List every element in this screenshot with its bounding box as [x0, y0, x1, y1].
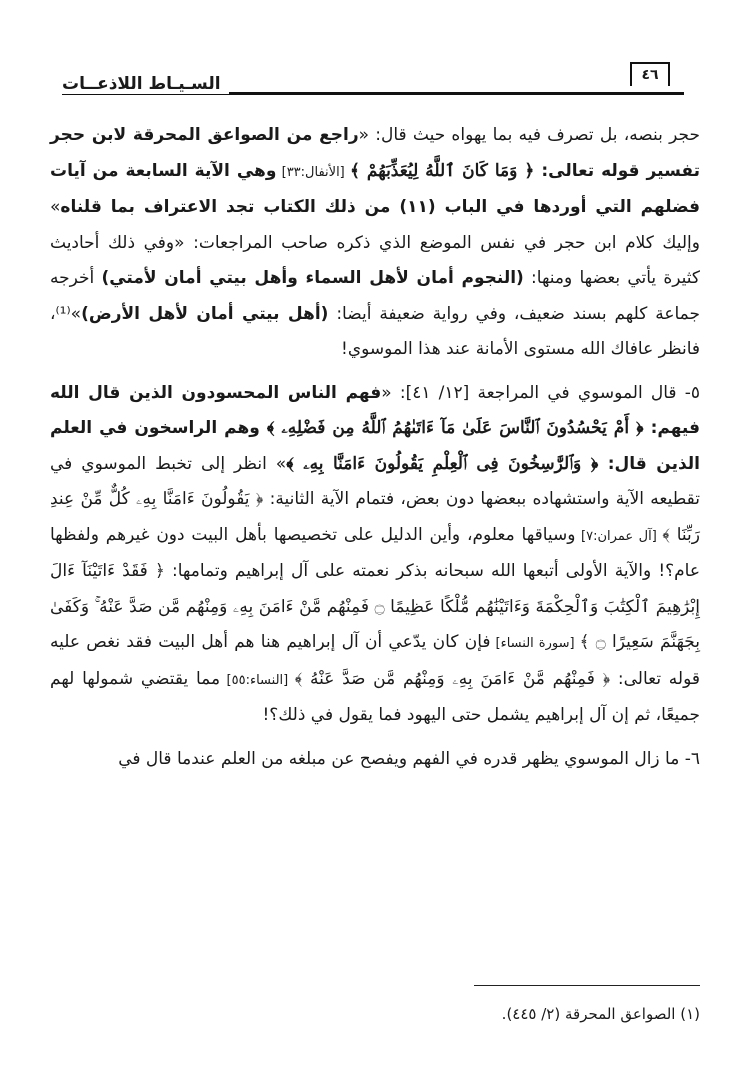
- paragraph-1: [50, 118, 700, 368]
- text-span: وهم الراسخون في العلم الذين قال:: [50, 418, 700, 474]
- quran-verse: ﴿ فَمِنْهُم مَّنْ ءَامَنَ بِهِۦ وَمِنْهُم مَّن صَدَّ عَنْهُ ﴾: [294, 668, 611, 689]
- verse-reference: [الأنفال:٣٣]: [276, 164, 350, 180]
- text-span: وهي الآية السابعة من آيات فضلهم التي أوردها في الباب (١١) من ذلك الكتاب تجد الاعتراف بما قلناه: [50, 160, 701, 217]
- quran-verse: ﴿ يَقُولُونَ ءَامَنَّا بِهِۦ كُلٌّ مِّنْ عِندِ رَبِّنَا ﴾: [50, 489, 700, 545]
- text-span: ٥- قال الموسوي في المراجعة [١٢/ ٤١]: «: [381, 382, 700, 403]
- quran-verse: ﴿ وَٱلرَّٰسِخُونَ فِى ٱلْعِلْمِ يَقُولُونَ ءَامَنَّا بِهِۦ ﴾: [286, 453, 599, 474]
- footnote: (١) الصواعق المحرقة (٢/ ٤٤٥).: [501, 1005, 700, 1023]
- quran-verse: ﴿ أَمْ يَحْسُدُونَ ٱلنَّاسَ عَلَىٰ مَآ ءَاتَىٰهُمُ ٱللَّهُ مِن فَضْلِهِۦ ﴾: [266, 418, 644, 438]
- text-span: حجر بنصه، بل تصرف فيه بما يهواه حيث قال: «: [358, 125, 700, 145]
- text-span: راجع من الصواعق المحرقة لابن حجر تفسير قوله تعالى:: [50, 125, 700, 181]
- quran-verse: ﴿ وَمَا كَانَ ٱللَّهُ لِيُعَذِّبَهُمْ ﴾: [349, 160, 535, 181]
- page-number: ٤٦: [630, 62, 670, 86]
- verse-reference: [النساء:٥٥]: [220, 672, 295, 688]
- text-span: »⁽¹⁾، فانظر عافاك الله مستوى الأمانة عند هذا الموسوي!: [50, 303, 700, 359]
- verse-reference: [سورة النساء]: [490, 636, 580, 651]
- text-span: مما يقتضي شمولها لهم جميعًا، ثم إن آل إبراهيم يشمل حتى اليهود فما يقول في ذلك؟!: [50, 668, 700, 725]
- paragraph-3: ٦- ما زال الموسوي يظهر قدره في الفهم ويفصح عن مبلغه من العلم عندما قال في: [118, 748, 700, 769]
- page-header: [62, 62, 684, 102]
- text-span: فهم الناس المحسودون الذين قال الله فيهم:: [50, 382, 700, 438]
- text-span: فإن كان يدّعي أن آل إبراهيم هنا هم أهل البيت فقد نغص عليه قوله تعالى:: [50, 632, 700, 689]
- page-body: [50, 118, 700, 785]
- text-span: وسياقها معلوم، وأين الدليل على تخصيصها بأهل البيت دون غيرهم ولفظها عام؟! والآية الأولى أتبعها الله سبحانه بذكر نعمته على آل إبراهيم وتمامها:: [50, 524, 701, 581]
- paragraph-2: [50, 376, 700, 734]
- running-title: السـيـاط اللاذعــات: [62, 74, 229, 94]
- quran-verse: ﴿ فَقَدْ ءَاتَيْنَآ ءَالَ إِبْرَٰهِيمَ ٱلْكِتَٰبَ وَٱلْحِكْمَةَ وَءَاتَيْنَٰهُم مُّلْكًا عَظِيمًا ۝ فَمِنْهُم مَّنْ ءَامَنَ بِهِۦ وَمِنْهُم مَّن صَدَّ عَنْهُ ۚ وَكَفَىٰ بِجَهَنَّمَ سَعِيرًا ۝ ﴾: [50, 561, 700, 652]
- verse-reference: [آل عمران:٧]: [575, 528, 663, 544]
- footnote-rule: [474, 985, 700, 986]
- text-span: أخرجه جماعة كلهم بسند ضعيف، وفي رواية ضعيفة أيضا:: [50, 268, 700, 324]
- text-span: » وإليك كلام ابن حجر في نفس الموضع الذي ذكره صاحب المراجعات: «وفي ذلك أحاديث كثيرة يأتي بعضها ومنها:: [50, 197, 701, 288]
- text-span: » انظر إلى تخبط الموسوي في تقطيعه الآية واستشهاده ببعضها دون بعض، فتمام الآية الثانية:: [50, 453, 700, 509]
- hadith-quote: (النجوم أمان لأهل السماء وأهل بيتي أمان لأمتي): [101, 268, 524, 288]
- hadith-quote: (أهل بيتي أمان لأهل الأرض): [81, 303, 329, 324]
